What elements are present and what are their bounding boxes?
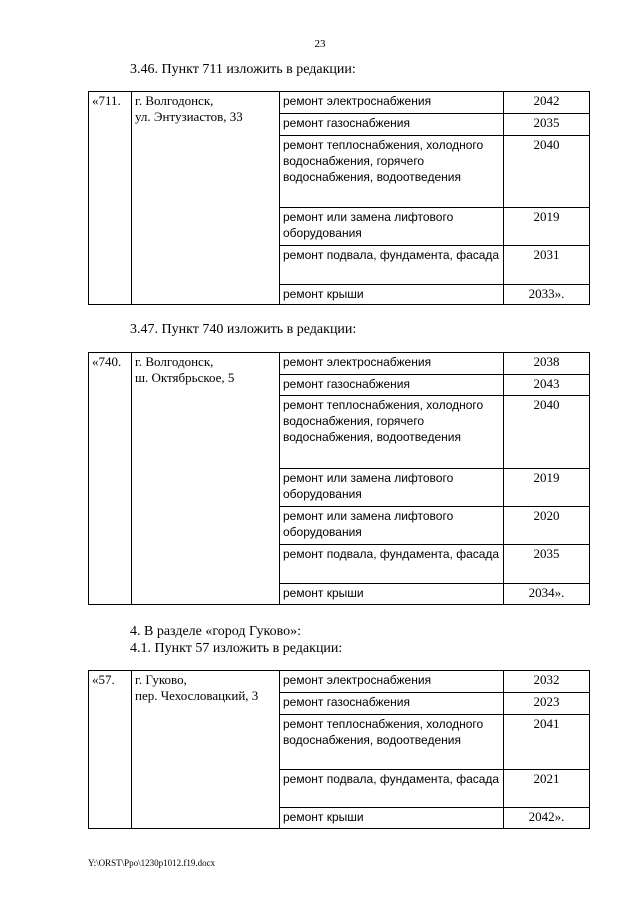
address-cell bbox=[132, 671, 280, 829]
year: 2040 bbox=[504, 136, 590, 208]
year: 2035 bbox=[504, 114, 590, 136]
address-street: пер. Чехословацкий, 3 bbox=[135, 688, 259, 703]
work-type: ремонт газоснабжения bbox=[280, 375, 504, 396]
address-city: г. Волгодонск, bbox=[135, 354, 214, 369]
page-number: 23 bbox=[314, 38, 326, 50]
table-row bbox=[89, 671, 590, 693]
work-type: ремонт теплоснабжения, холодного водоснабжения, водоотведения bbox=[280, 715, 504, 770]
work-type: ремонт теплоснабжения, холодного водоснабжения, горячего водоснабжения, водоотведения bbox=[280, 136, 504, 208]
year: 2038 bbox=[504, 353, 590, 375]
address-street: ш. Октябрьское, 5 bbox=[135, 370, 235, 385]
year: 2019 bbox=[504, 208, 590, 246]
heading-3-46: 3.46. Пункт 711 изложить в редакции: bbox=[130, 62, 356, 77]
year: 2040 bbox=[504, 396, 590, 469]
work-type: ремонт газоснабжения bbox=[280, 693, 504, 715]
year: 2034». bbox=[504, 584, 590, 605]
item-number: «711. bbox=[89, 92, 132, 305]
address-cell bbox=[132, 353, 280, 605]
year: 2021 bbox=[504, 770, 590, 808]
file-path-footer: Y:\ORST\Ppo\1230p1012.f19.docx bbox=[88, 858, 216, 868]
work-type: ремонт газоснабжения bbox=[280, 114, 504, 136]
address-city: г. Волгодонск, bbox=[135, 93, 214, 108]
work-type: ремонт подвала, фундамента, фасада bbox=[280, 246, 504, 285]
heading-3-47: 3.47. Пункт 740 изложить в редакции: bbox=[130, 322, 357, 337]
year: 2043 bbox=[504, 375, 590, 396]
address-street: ул. Энтузиастов, 33 bbox=[135, 109, 243, 124]
address-cell bbox=[132, 92, 280, 305]
work-type: ремонт электроснабжения bbox=[280, 671, 504, 693]
item-number: «57. bbox=[89, 671, 132, 829]
table-item-57 bbox=[88, 670, 590, 829]
work-type: ремонт крыши bbox=[280, 285, 504, 305]
year: 2033». bbox=[504, 285, 590, 305]
item-number: «740. bbox=[89, 353, 132, 605]
table-item-740 bbox=[88, 352, 590, 605]
heading-4: 4. В разделе «город Гуково»: bbox=[130, 624, 302, 639]
work-type: ремонт теплоснабжения, холодного водоснабжения, горячего водоснабжения, водоотведения bbox=[280, 396, 504, 469]
year: 2031 bbox=[504, 246, 590, 285]
year: 2042». bbox=[504, 808, 590, 829]
table-row bbox=[89, 353, 590, 375]
work-type: ремонт электроснабжения bbox=[280, 92, 504, 114]
work-type: ремонт крыши bbox=[280, 584, 504, 605]
year: 2041 bbox=[504, 715, 590, 770]
table-item-711 bbox=[88, 91, 590, 305]
work-type: ремонт электроснабжения bbox=[280, 353, 504, 375]
work-type: ремонт подвала, фундамента, фасада bbox=[280, 770, 504, 808]
year: 2032 bbox=[504, 671, 590, 693]
year: 2042 bbox=[504, 92, 590, 114]
address-city: г. Гуково, bbox=[135, 672, 187, 687]
work-type: ремонт подвала, фундамента, фасада bbox=[280, 545, 504, 584]
work-type: ремонт или замена лифтового оборудования bbox=[280, 507, 504, 545]
table-row bbox=[89, 92, 590, 114]
work-type: ремонт или замена лифтового оборудования bbox=[280, 469, 504, 507]
work-type: ремонт или замена лифтового оборудования bbox=[280, 208, 504, 246]
year: 2023 bbox=[504, 693, 590, 715]
heading-4-1: 4.1. Пункт 57 изложить в редакции: bbox=[130, 641, 343, 656]
year: 2035 bbox=[504, 545, 590, 584]
year: 2020 bbox=[504, 507, 590, 545]
work-type: ремонт крыши bbox=[280, 808, 504, 829]
year: 2019 bbox=[504, 469, 590, 507]
